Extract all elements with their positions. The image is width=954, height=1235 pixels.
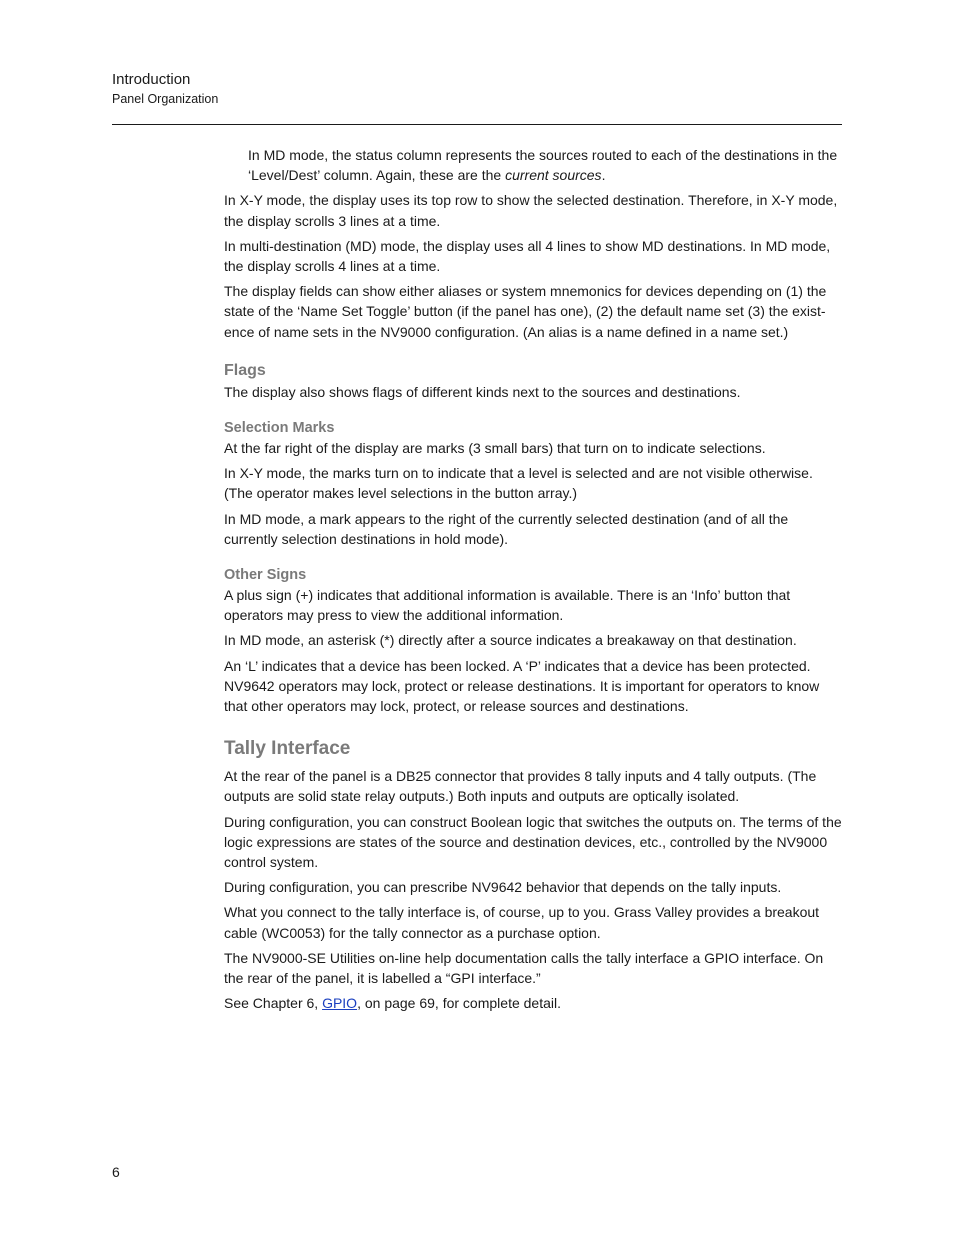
paragraph-text: . (601, 167, 606, 184)
page-body (224, 145, 844, 1019)
header-chapter-title: Introduction (112, 71, 191, 88)
paragraph-flags: The display also shows flags of different kinds next to the sources and destinations. (224, 383, 741, 400)
paragraph-display-fields: The display fields can show either aliases or system mnemonics for devices depending on (1) the state of the ‘Name Set Toggle’ button (if the panel has one), (2) the default name set (3) the existence of name sets in the NV9000 configuration. (An alias is a name defined in a name set.) (224, 283, 827, 340)
paragraph-signs-3: An ‘L’ indicates that a device has been locked. A ‘P’ indicates that a device has been protected. NV9642 operators may lock, protect or release destinations. It is important for operators to know that other operators may lock, protect, or release sources and destinations. (224, 657, 820, 715)
paragraph-see-chapter (224, 993, 844, 1013)
paragraph-marks-1: At the far right of the display are marks (3 small bars) that turn on to indicate selections. (224, 440, 766, 457)
paragraph-text: In MD mode, the status column represents the sources routed to each of the destinations in the ‘Level/Dest’ column. Again, these are the (248, 147, 838, 184)
paragraph-signs-2: In MD mode, an asterisk (*) directly after a source indicates a breakaway on that destination. (224, 632, 797, 649)
paragraph-marks-2: In X-Y mode, the marks turn on to indicate that a level is selected and are not visible otherwise. (The operator makes level selections in the button array.) (224, 465, 813, 502)
paragraph-md-display: In multi-destination (MD) mode, the display uses all 4 lines to show MD destinations. In MD mode, the display scrolls 4 lines at a time. (224, 237, 831, 275)
paragraph-marks-3: In MD mode, a mark appears to the right of the currently selected destination (and of all the currently selection destinations in hold mode). (224, 510, 789, 547)
paragraph-text: , on page 69, for complete detail. (357, 995, 561, 1012)
paragraph-tally-1: At the rear of the panel is a DB25 connector that provides 8 tally inputs and 4 tally outputs. (The outputs are solid state relay outputs.) Both inputs and outputs are optically isolated. (224, 768, 817, 805)
paragraph-xy-display: In X-Y mode, the display uses its top row to show the selected destination. Therefore, in X-Y mode, the display scrolls 3 lines at a time. (224, 192, 838, 229)
paragraph-md-status (248, 145, 844, 185)
heading-tally-interface: Tally Interface (224, 738, 351, 760)
paragraph-tally-2: During configuration, you can construct Boolean logic that switches the outputs on. The terms of the logic expressions are states of the source and destination devices, etc., controlled by the NV9000 control system. (224, 813, 842, 871)
page-number: 6 (112, 1164, 120, 1180)
running-header (112, 70, 218, 109)
paragraph-tally-5: The NV9000-SE Utilities on-line help documentation calls the tally interface a GPIO interface. On the rear of the panel, it is labelled a “GPI interface.” (224, 949, 824, 987)
gpio-chapter-link[interactable]: GPIO (322, 995, 358, 1012)
paragraph-signs-1: A plus sign (+) indicates that additional information is available. There is an ‘Info’ button that operators may press to view the additional information. (224, 587, 791, 624)
paragraph-tally-3: During configuration, you can prescribe NV9642 behavior that depends on the tally inputs. (224, 879, 782, 896)
heading-other-signs: Other Signs (224, 567, 307, 584)
emphasis-text: current sources (505, 167, 602, 184)
header-divider (112, 124, 842, 125)
paragraph-text: See Chapter 6, (224, 995, 323, 1012)
paragraph-tally-4: What you connect to the tally interface is, of course, up to you. Grass Valley provides a breakout cable (WC0053) for the tally connector as a purchase option. (224, 904, 820, 941)
header-section-title: Panel Organization (112, 92, 219, 106)
heading-flags: Flags (224, 361, 266, 379)
heading-selection-marks: Selection Marks (224, 420, 335, 437)
